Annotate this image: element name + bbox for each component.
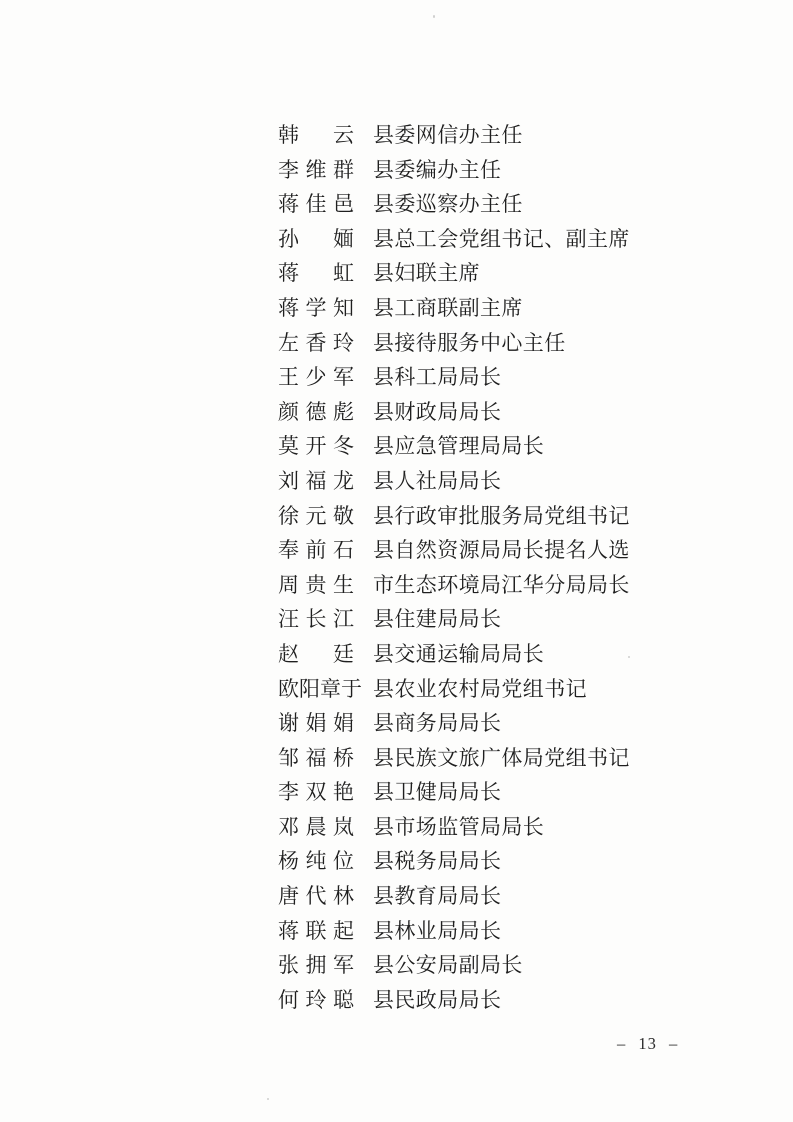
roster-row: [278, 844, 698, 879]
person-title: 县妇联主席: [373, 261, 480, 286]
roster-row: [278, 256, 698, 291]
person-name: 莫开冬: [278, 434, 354, 459]
person-name: 邹福桥: [278, 745, 354, 770]
person-name: 刘福龙: [278, 468, 354, 493]
roster-row: [278, 810, 698, 845]
person-title: 县科工局局长: [373, 365, 502, 390]
roster-row: [278, 914, 698, 949]
person-title: 市生态环境局江华分局局长: [373, 572, 630, 597]
person-title: 县委网信办主任: [373, 123, 523, 147]
roster-row: [278, 672, 698, 707]
person-name: 蒋学知: [278, 295, 354, 320]
person-name: 李维群: [278, 157, 354, 182]
person-title: 县林业局局长: [373, 918, 502, 943]
person-name: 周贵生: [278, 572, 354, 597]
roster-row: [278, 395, 698, 430]
roster-row: [278, 326, 698, 361]
roster-row: [278, 533, 698, 568]
page-number: – 13 –: [617, 1034, 679, 1053]
roster-row: [278, 499, 698, 534]
person-name: 韩 云: [278, 123, 354, 147]
person-title: 县委巡察办主任: [373, 192, 523, 217]
person-title: 县商务局局长: [373, 711, 502, 736]
official-roster-list: [278, 118, 698, 1017]
person-name: 孙 媔: [278, 226, 354, 251]
roster-row: [278, 741, 698, 776]
roster-row: [278, 879, 698, 914]
person-name: 李双艳: [278, 780, 354, 805]
roster-row: [278, 568, 698, 603]
person-name: 何玲聪: [278, 987, 354, 1012]
person-title: 县应急管理局局长: [373, 434, 545, 459]
person-title: 县总工会党组书记、副主席: [373, 226, 630, 251]
person-name: 邓晨岚: [278, 814, 354, 839]
person-title: 县农业农村局党组书记: [373, 676, 587, 701]
person-name: 欧阳章于: [278, 676, 362, 701]
person-name: 赵 廷: [278, 641, 354, 666]
roster-row: [278, 983, 698, 1018]
roster-row: [278, 602, 698, 637]
roster-row: [278, 775, 698, 810]
person-name: 张拥军: [278, 953, 354, 978]
roster-row: [278, 118, 698, 153]
person-title: 县交通运输局局长: [373, 641, 545, 666]
person-title: 县委编办主任: [373, 157, 502, 182]
person-title: 县市场监管局局长: [373, 814, 545, 839]
scan-speck: [267, 1098, 269, 1100]
roster-row: [278, 637, 698, 672]
person-name: 徐元敬: [278, 503, 354, 528]
person-title: 县财政局局长: [373, 399, 502, 424]
roster-row: [278, 706, 698, 741]
person-title: 县卫健局局长: [373, 780, 502, 805]
person-name: 左香玲: [278, 330, 354, 355]
roster-row: [278, 187, 698, 222]
person-name: 唐代林: [278, 884, 354, 909]
person-title: 县工商联副主席: [373, 295, 523, 320]
roster-row: [278, 291, 698, 326]
person-title: 县公安局副局长: [373, 953, 523, 978]
scan-speck: [433, 15, 435, 18]
person-name: 蒋联起: [278, 918, 354, 943]
roster-row: [278, 360, 698, 395]
roster-row: [278, 222, 698, 257]
person-title: 县税务局局长: [373, 849, 502, 874]
person-title: 县接待服务中心主任: [373, 330, 566, 355]
person-name: 蒋佳邑: [278, 192, 354, 217]
person-name: 王少军: [278, 365, 354, 390]
scan-speck: [628, 656, 630, 658]
person-title: 县人社局局长: [373, 468, 502, 493]
person-title: 县行政审批服务局党组书记: [373, 503, 630, 528]
person-title: 县民政局局长: [373, 987, 502, 1012]
roster-row: [278, 153, 698, 188]
roster-row: [278, 948, 698, 983]
roster-row: [278, 429, 698, 464]
person-name: 颜德彪: [278, 399, 354, 424]
person-title: 县民族文旅广体局党组书记: [373, 745, 630, 770]
person-name: 谢娟娟: [278, 711, 354, 736]
person-name: 蒋 虹: [278, 261, 354, 286]
person-title: 县自然资源局局长提名人选: [373, 538, 630, 563]
roster-row: [278, 464, 698, 499]
person-name: 奉前石: [278, 538, 354, 563]
person-title: 县住建局局长: [373, 607, 502, 632]
person-title: 县教育局局长: [373, 884, 502, 909]
person-name: 杨纯位: [278, 849, 354, 874]
person-name: 汪长江: [278, 607, 354, 632]
